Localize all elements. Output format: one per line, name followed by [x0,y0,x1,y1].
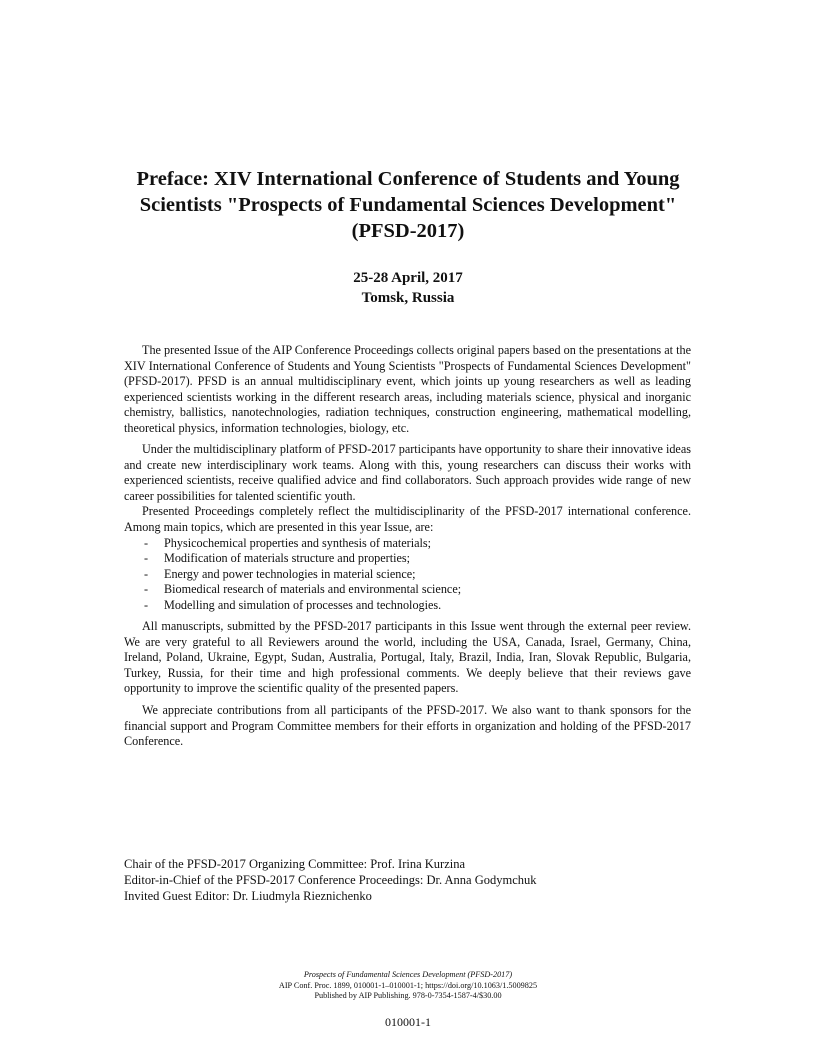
list-item: - Modelling and simulation of processes and technologies. [144,597,442,612]
dash-bullet: - [144,582,149,597]
dash-bullet: - [144,535,149,550]
conference-location: Tomsk, Russia [361,290,455,306]
conference-meta [0,268,816,308]
paragraph-topics-intro: Presented Proceedings completely reflect the multidisciplinarity of the PFSD-2017 international conference. Among main topics, which are presented in this year Issue, are: [124,504,691,535]
paragraph-review: All manuscripts, submitted by the PFSD-2017 participants in this Issue went through the external peer review. We are very grateful to all Reviewers around the world, including the USA, Canada, Israel, Germany, China, Ireland, Poland, Ukraine, Egypt, Sudan, Australia, Portugal, Italy, Brazil, India, Iran, Slovak Republic, Bulgaria, Turkey, Russia, for their time and high professional comments. We deeply believe that their reviews gave opportunity to improve the scientific quality of the presented papers. [124,619,691,696]
footer-citation: AIP Conf. Proc. 1899, 010001-1–010001-1; https://doi.org/10.1063/1.5009825 [278,980,538,990]
list-item: - Modification of materials structure and properties; [144,551,411,566]
page-title: Preface: XIV International Conference of Students and Young Scientists "Prospects of Fundamental Sciences Development" (PFSD-2017) [136,168,680,242]
topics-list [124,536,691,614]
paragraph-platform: Under the multidisciplinary platform of PFSD-2017 participants have opportunity to share their innovative ideas and create new interdisciplinary work teams. Along with this, young researchers can discuss their works with experienced scientists, receive qualified advice and find collaborators. Such approach provides wide range of new career possibilities for talented scientific youth. [124,442,691,503]
signature-editor: Editor-in-Chief of the PFSD-2017 Conference Proceedings: Dr. Anna Godymchuk [124,873,537,887]
conference-dates: 25-28 April, 2017 [353,270,463,286]
paragraph-thanks: We appreciate contributions from all participants of the PFSD-2017. We also want to thank sponsors for the financial support and Program Committee members for their efforts in organization and holding of the PFSD-2017 Conference. [124,703,691,749]
signature-guest-editor: Invited Guest Editor: Dr. Liudmyla Rieznichenko [124,889,372,903]
paragraph-intro: The presented Issue of the AIP Conference Proceedings collects original papers based on the presentations at the XIV International Conference of Students and Young Scientists "Prospects of Fundamental Sciences Development" (PFSD-2017). PFSD is an annual multidisciplinary event, which joints up young researchers as well as leading experienced scientists working in the different research areas, including materials science, physical and inorganic chemistry, ballistics, nanotechnologies, radiation techniques, construction engineering, mathematical modelling, theoretical physics, information technologies, biology, etc. [124,343,691,435]
preface-body [124,343,691,750]
footer-journal: Prospects of Fundamental Sciences Development (PFSD-2017) [303,970,513,979]
list-item: - Energy and power technologies in material science; [144,566,416,581]
page-footer [0,970,816,1002]
dash-bullet: - [144,551,149,566]
list-item: - Physicochemical properties and synthesis of materials; [144,535,432,550]
dash-bullet: - [144,566,149,581]
dash-bullet: - [144,597,149,612]
list-item: - Biomedical research of materials and environmental science; [144,582,462,597]
signature-block [124,856,537,904]
page-number: 010001-1 [385,1015,431,1029]
signature-chair: Chair of the PFSD-2017 Organizing Committee: Prof. Irina Kurzina [124,857,466,871]
footer-publisher: Published by AIP Publishing. 978-0-7354-1587-4/$30.00 [314,991,502,1000]
